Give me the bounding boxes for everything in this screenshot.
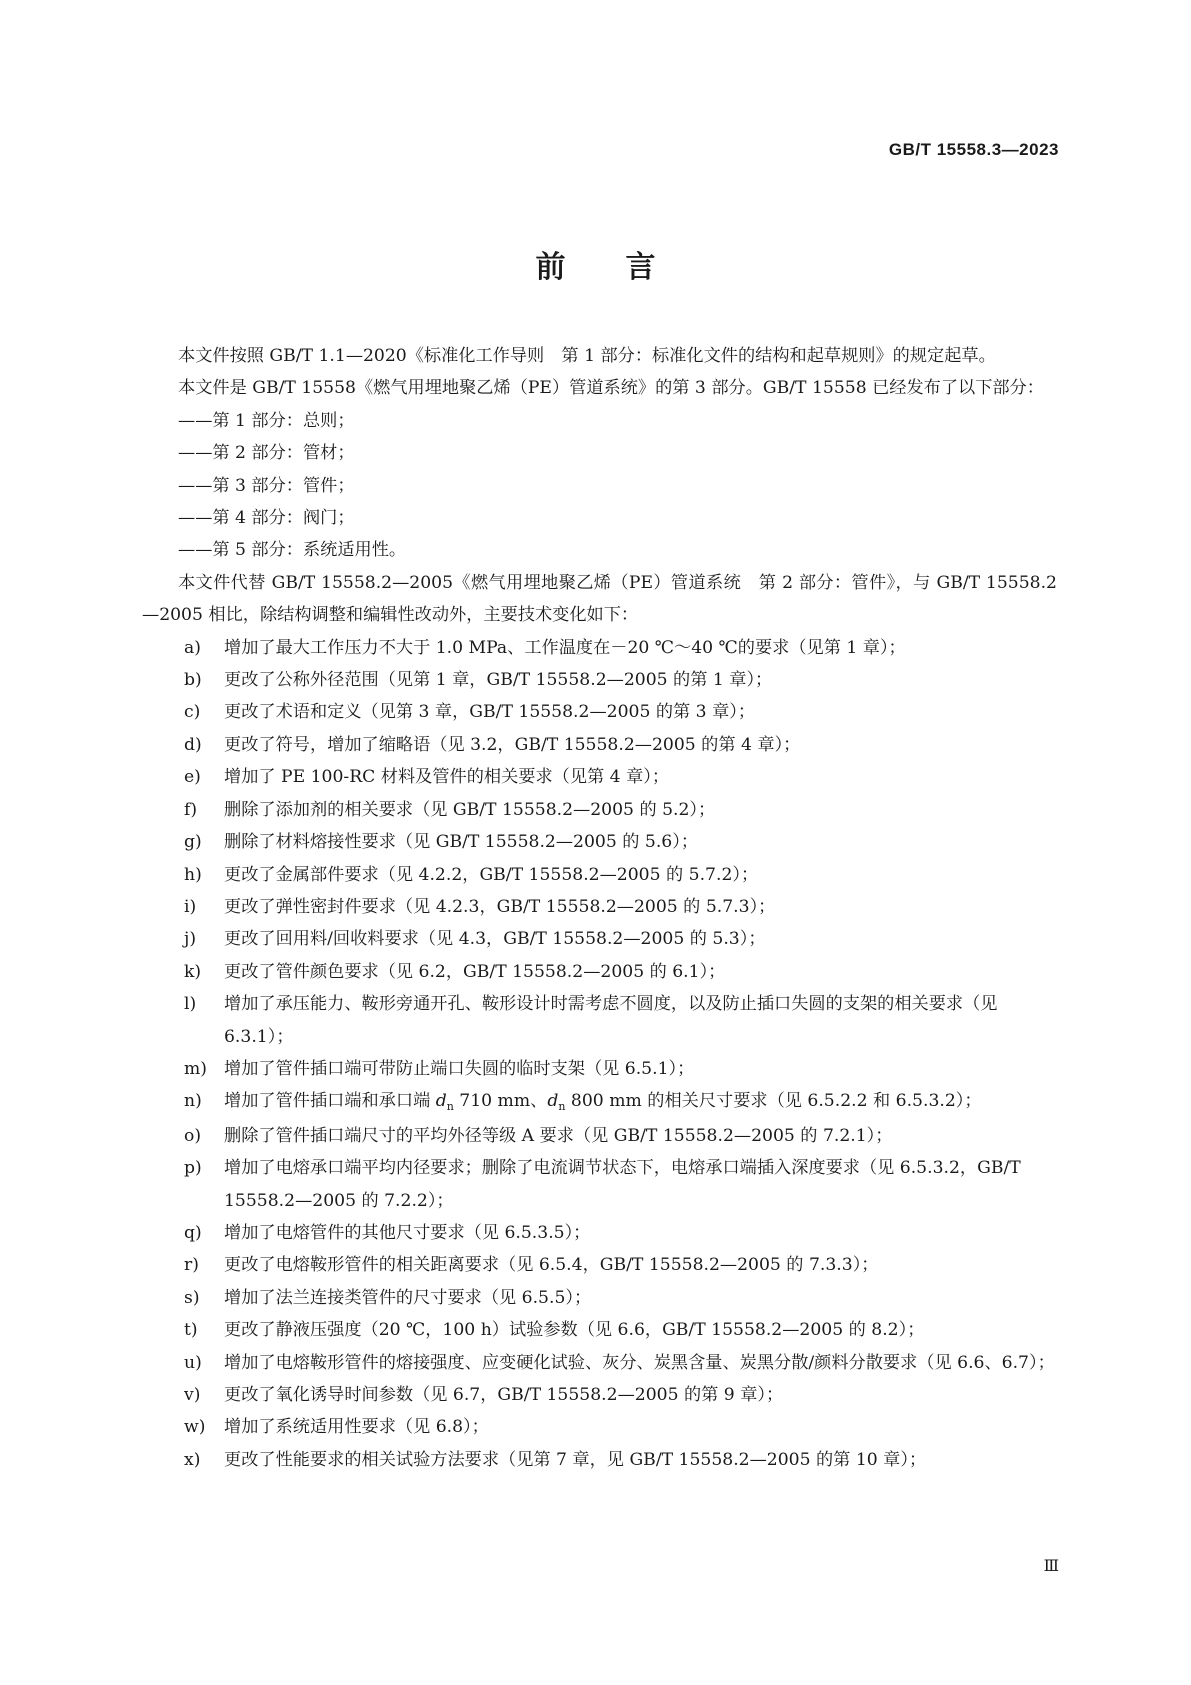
parts-list [142,405,1057,567]
change-text-part: 800 mm 的相关尺寸要求（见 6.5.2.2 和 6.5.3.2）； [565,1091,982,1112]
change-text: 增加了电熔承口端平均内径要求；删除了电流调节状态下，电熔承口端插入深度要求（见 6.5.3.2，GB/T 15558.2—2005 的 7.2.2）； [224,1158,1021,1211]
change-item [142,923,1057,955]
change-item [142,859,1057,891]
page-number: Ⅲ [1043,1556,1059,1575]
parts-list-item: ——第 5 部分：系统适用性。 [178,540,407,561]
change-item [142,1411,1057,1443]
document-body [142,340,1057,1476]
change-item [142,1249,1057,1281]
change-item [142,1314,1057,1346]
change-label: u) [184,1352,202,1373]
change-label: v) [184,1385,201,1405]
change-item [142,1085,1057,1119]
change-text: 增加了电熔管件的其他尺寸要求（见 6.5.3.5）； [224,1222,591,1243]
change-item [142,761,1057,793]
standard-number: GB/T 15558.3—2023 [888,140,1059,159]
change-label: n) [184,1091,202,1112]
change-text: 更改了静液压强度（20 ℃，100 h）试验参数（见 6.6，GB/T 15558.2—2005 的 8.2）； [224,1320,925,1341]
change-text: 更改了公称外径范围（见第 1 章，GB/T 15558.2—2005 的第 1 章）； [224,670,773,691]
nominal-diameter-subscript: n [446,1100,454,1114]
change-item [142,664,1057,696]
nominal-diameter-symbol: d [435,1091,447,1112]
paragraph-series-intro: 本文件是 GB/T 15558《燃气用埋地聚乙烯（PE）管道系统》的第 3 部分。GB/T 15558 已经发布了以下部分： [178,378,1044,399]
change-text: 删除了材料熔接性要求（见 GB/T 15558.2—2005 的 5.6）； [224,832,699,853]
change-text: 更改了性能要求的相关试验方法要求（见第 7 章，见 GB/T 15558.2—2005 的第 10 章）； [224,1449,927,1470]
change-item [142,1347,1057,1379]
change-text: 更改了术语和定义（见第 3 章，GB/T 15558.2—2005 的第 3 章）； [224,702,756,723]
change-label: g) [184,832,202,853]
change-item [142,1379,1057,1411]
change-item [142,696,1057,728]
change-label: p) [184,1158,202,1179]
change-label: t) [184,1320,198,1341]
change-item [142,1217,1057,1249]
change-text: 更改了电熔鞍形管件的相关距离要求（见 6.5.4，GB/T 15558.2—2005 的 7.3.3）； [224,1255,879,1276]
change-item [142,826,1057,858]
change-text: 删除了添加剂的相关要求（见 GB/T 15558.2—2005 的 5.2）； [224,799,716,820]
parts-list-item: ——第 1 部分：总则； [178,410,355,431]
change-label: b) [184,670,202,691]
change-label: j) [184,929,197,950]
change-text: 更改了金属部件要求（见 4.2.2，GB/T 15558.2—2005 的 5.7.2）； [224,864,759,885]
change-item [142,1120,1057,1152]
change-label: x) [184,1449,201,1470]
change-text: 增加了电熔鞍形管件的熔接强度、应变硬化试验、灰分、炭黑含量、炭黑分散/颜料分散要求（见 6.6、6.7）； [224,1352,1055,1373]
change-text: 增加了 PE 100-RC 材料及管件的相关要求（见第 4 章）； [224,767,670,788]
change-text-part: 增加了管件插口端和承口端 [224,1091,436,1112]
changes-list [142,632,1057,1477]
nominal-diameter-symbol: d [547,1091,559,1112]
change-item [142,1152,1057,1217]
change-label: m) [184,1058,208,1079]
change-item [142,1282,1057,1314]
change-label: a) [184,637,201,658]
parts-list-item: ——第 2 部分：管材； [178,443,355,464]
change-label: f) [184,799,198,820]
change-text: 增加了承压能力、鞍形旁通开孔、鞍形设计时需考虑不圆度，以及防止插口失圆的支架的相关要求（见 6.3.1）； [224,994,998,1047]
change-item [142,1444,1057,1476]
change-item [142,891,1057,923]
change-item [142,794,1057,826]
change-text-part: 710 mm、 [453,1091,548,1112]
change-text: 增加了管件插口端可带防止端口失圆的临时支架（见 6.5.1）； [224,1058,695,1079]
change-label: o) [184,1125,202,1146]
change-label: h) [184,864,202,885]
change-text [224,1085,1057,1119]
change-text: 更改了管件颜色要求（见 6.2，GB/T 15558.2—2005 的 6.1）； [224,961,726,982]
change-item [142,956,1057,988]
change-label: w) [184,1417,206,1438]
page-title: 前言 [535,250,716,285]
change-label: s) [184,1287,200,1308]
change-label: c) [184,702,201,723]
change-text: 更改了回用料/回收料要求（见 4.3，GB/T 15558.2—2005 的 5.3）； [224,929,766,950]
change-label: i) [184,896,197,917]
change-item [142,632,1057,664]
change-text: 更改了氧化诱导时间参数（见 6.7，GB/T 15558.2—2005 的第 9 章）； [224,1385,784,1405]
change-label: e) [184,767,201,788]
change-text: 更改了弹性密封件要求（见 4.2.3，GB/T 15558.2—2005 的 5.7.3）； [224,896,776,917]
change-label: k) [184,961,202,982]
parts-list-item: ——第 3 部分：管件； [178,475,355,496]
change-label: l) [184,994,197,1015]
change-item [142,988,1057,1053]
change-label: r) [184,1255,199,1276]
nominal-diameter-subscript: n [558,1100,566,1114]
change-text: 删除了管件插口端尺寸的平均外径等级 A 要求（见 GB/T 15558.2—2005 的 7.2.1）； [224,1125,893,1146]
change-text: 增加了最大工作压力不大于 1.0 MPa、工作温度在－20 ℃～40 ℃的要求（见第 1 章）； [224,637,906,658]
parts-list-item: ——第 4 部分：阀门； [178,508,355,529]
change-item [142,729,1057,761]
change-text: 更改了符号，增加了缩略语（见 3.2，GB/T 15558.2—2005 的第 4 章）； [224,734,801,755]
change-label: d) [184,734,202,755]
change-label: q) [184,1222,202,1243]
paragraph-replacement: 本文件代替 GB/T 15558.2—2005《燃气用埋地聚乙烯（PE）管道系统 第 2 部分：管件》，与 GB/T 15558.2—2005 相比，除结构调整和编辑性改动外，主要技术变化如下： [142,572,1057,626]
change-text: 增加了系统适用性要求（见 6.8）； [224,1417,489,1438]
change-text: 增加了法兰连接类管件的尺寸要求（见 6.5.5）； [224,1287,592,1308]
change-item [142,1053,1057,1085]
paragraph-drafting-basis: 本文件按照 GB/T 1.1—2020《标准化工作导则 第 1 部分：标准化文件的结构和起草规则》的规定起草。 [178,346,996,366]
